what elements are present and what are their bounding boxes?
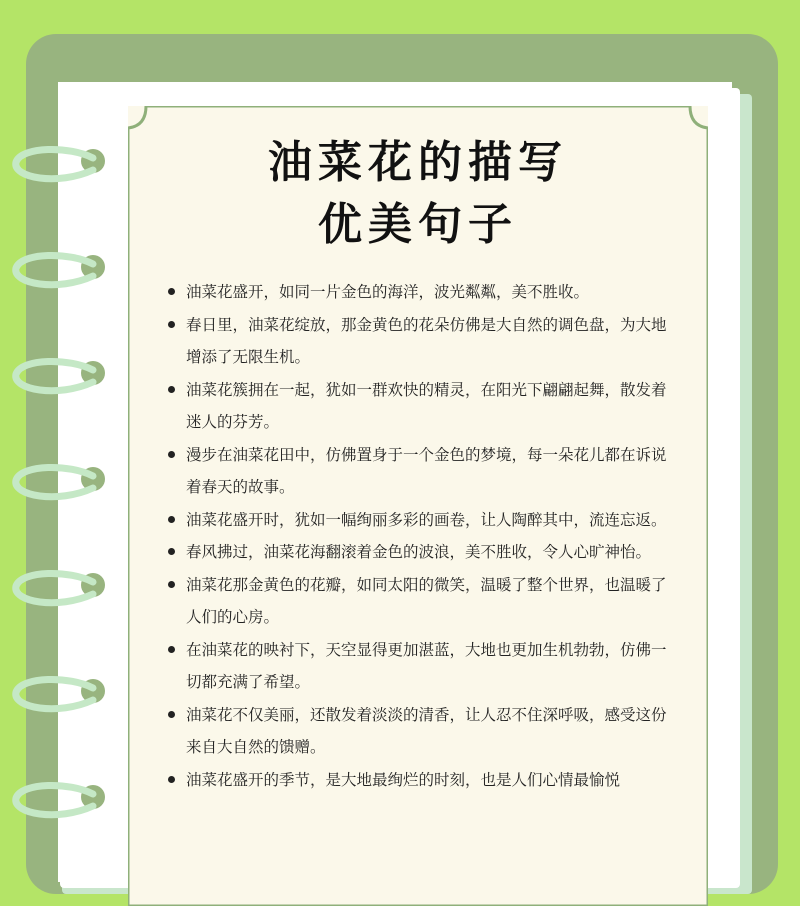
list-item: 漫步在油菜花田中，仿佛置身于一个金色的梦境，每一朵花儿都在诉说着春天的故事。 <box>164 439 674 504</box>
title-line-1: 油菜花的描写 <box>268 137 568 188</box>
list-item: 油菜花那金黄色的花瓣，如同太阳的微笑，温暖了整个世界，也温暖了人们的心房。 <box>164 569 674 634</box>
list-item: 油菜花簇拥在一起，犹如一群欢快的精灵，在阳光下翩翩起舞，散发着迷人的芬芳。 <box>164 374 674 439</box>
binder-ring-icon <box>0 352 115 404</box>
list-item: 春日里，油菜花绽放，那金黄色的花朵仿佛是大自然的调色盘，为大地增添了无限生机。 <box>164 309 674 374</box>
binder-ring-icon <box>0 776 115 828</box>
title-line-2: 优美句子 <box>318 199 518 250</box>
binder-ring-icon <box>0 246 115 298</box>
binder-ring-icon <box>0 564 115 616</box>
sentence-list <box>164 276 674 796</box>
binder-ring-icon <box>0 140 115 192</box>
page-title <box>0 132 800 256</box>
list-item: 油菜花不仅美丽，还散发着淡淡的清香，让人忍不住深呼吸，感受这份来自大自然的馈赠。 <box>164 699 674 764</box>
binder-ring-icon <box>0 670 115 722</box>
list-item: 春风拂过，油菜花海翻滚着金色的波浪，美不胜收，令人心旷神怡。 <box>164 536 674 569</box>
list-item: 在油菜花的映衬下，天空显得更加湛蓝，大地也更加生机勃勃，仿佛一切都充满了希望。 <box>164 634 674 699</box>
list-item: 油菜花盛开，如同一片金色的海洋，波光粼粼，美不胜收。 <box>164 276 674 309</box>
list-item: 油菜花盛开的季节，是大地最绚烂的时刻，也是人们心情最愉悦 <box>164 764 674 797</box>
binder-ring-icon <box>0 458 115 510</box>
list-item: 油菜花盛开时，犹如一幅绚丽多彩的画卷，让人陶醉其中，流连忘返。 <box>164 504 674 537</box>
